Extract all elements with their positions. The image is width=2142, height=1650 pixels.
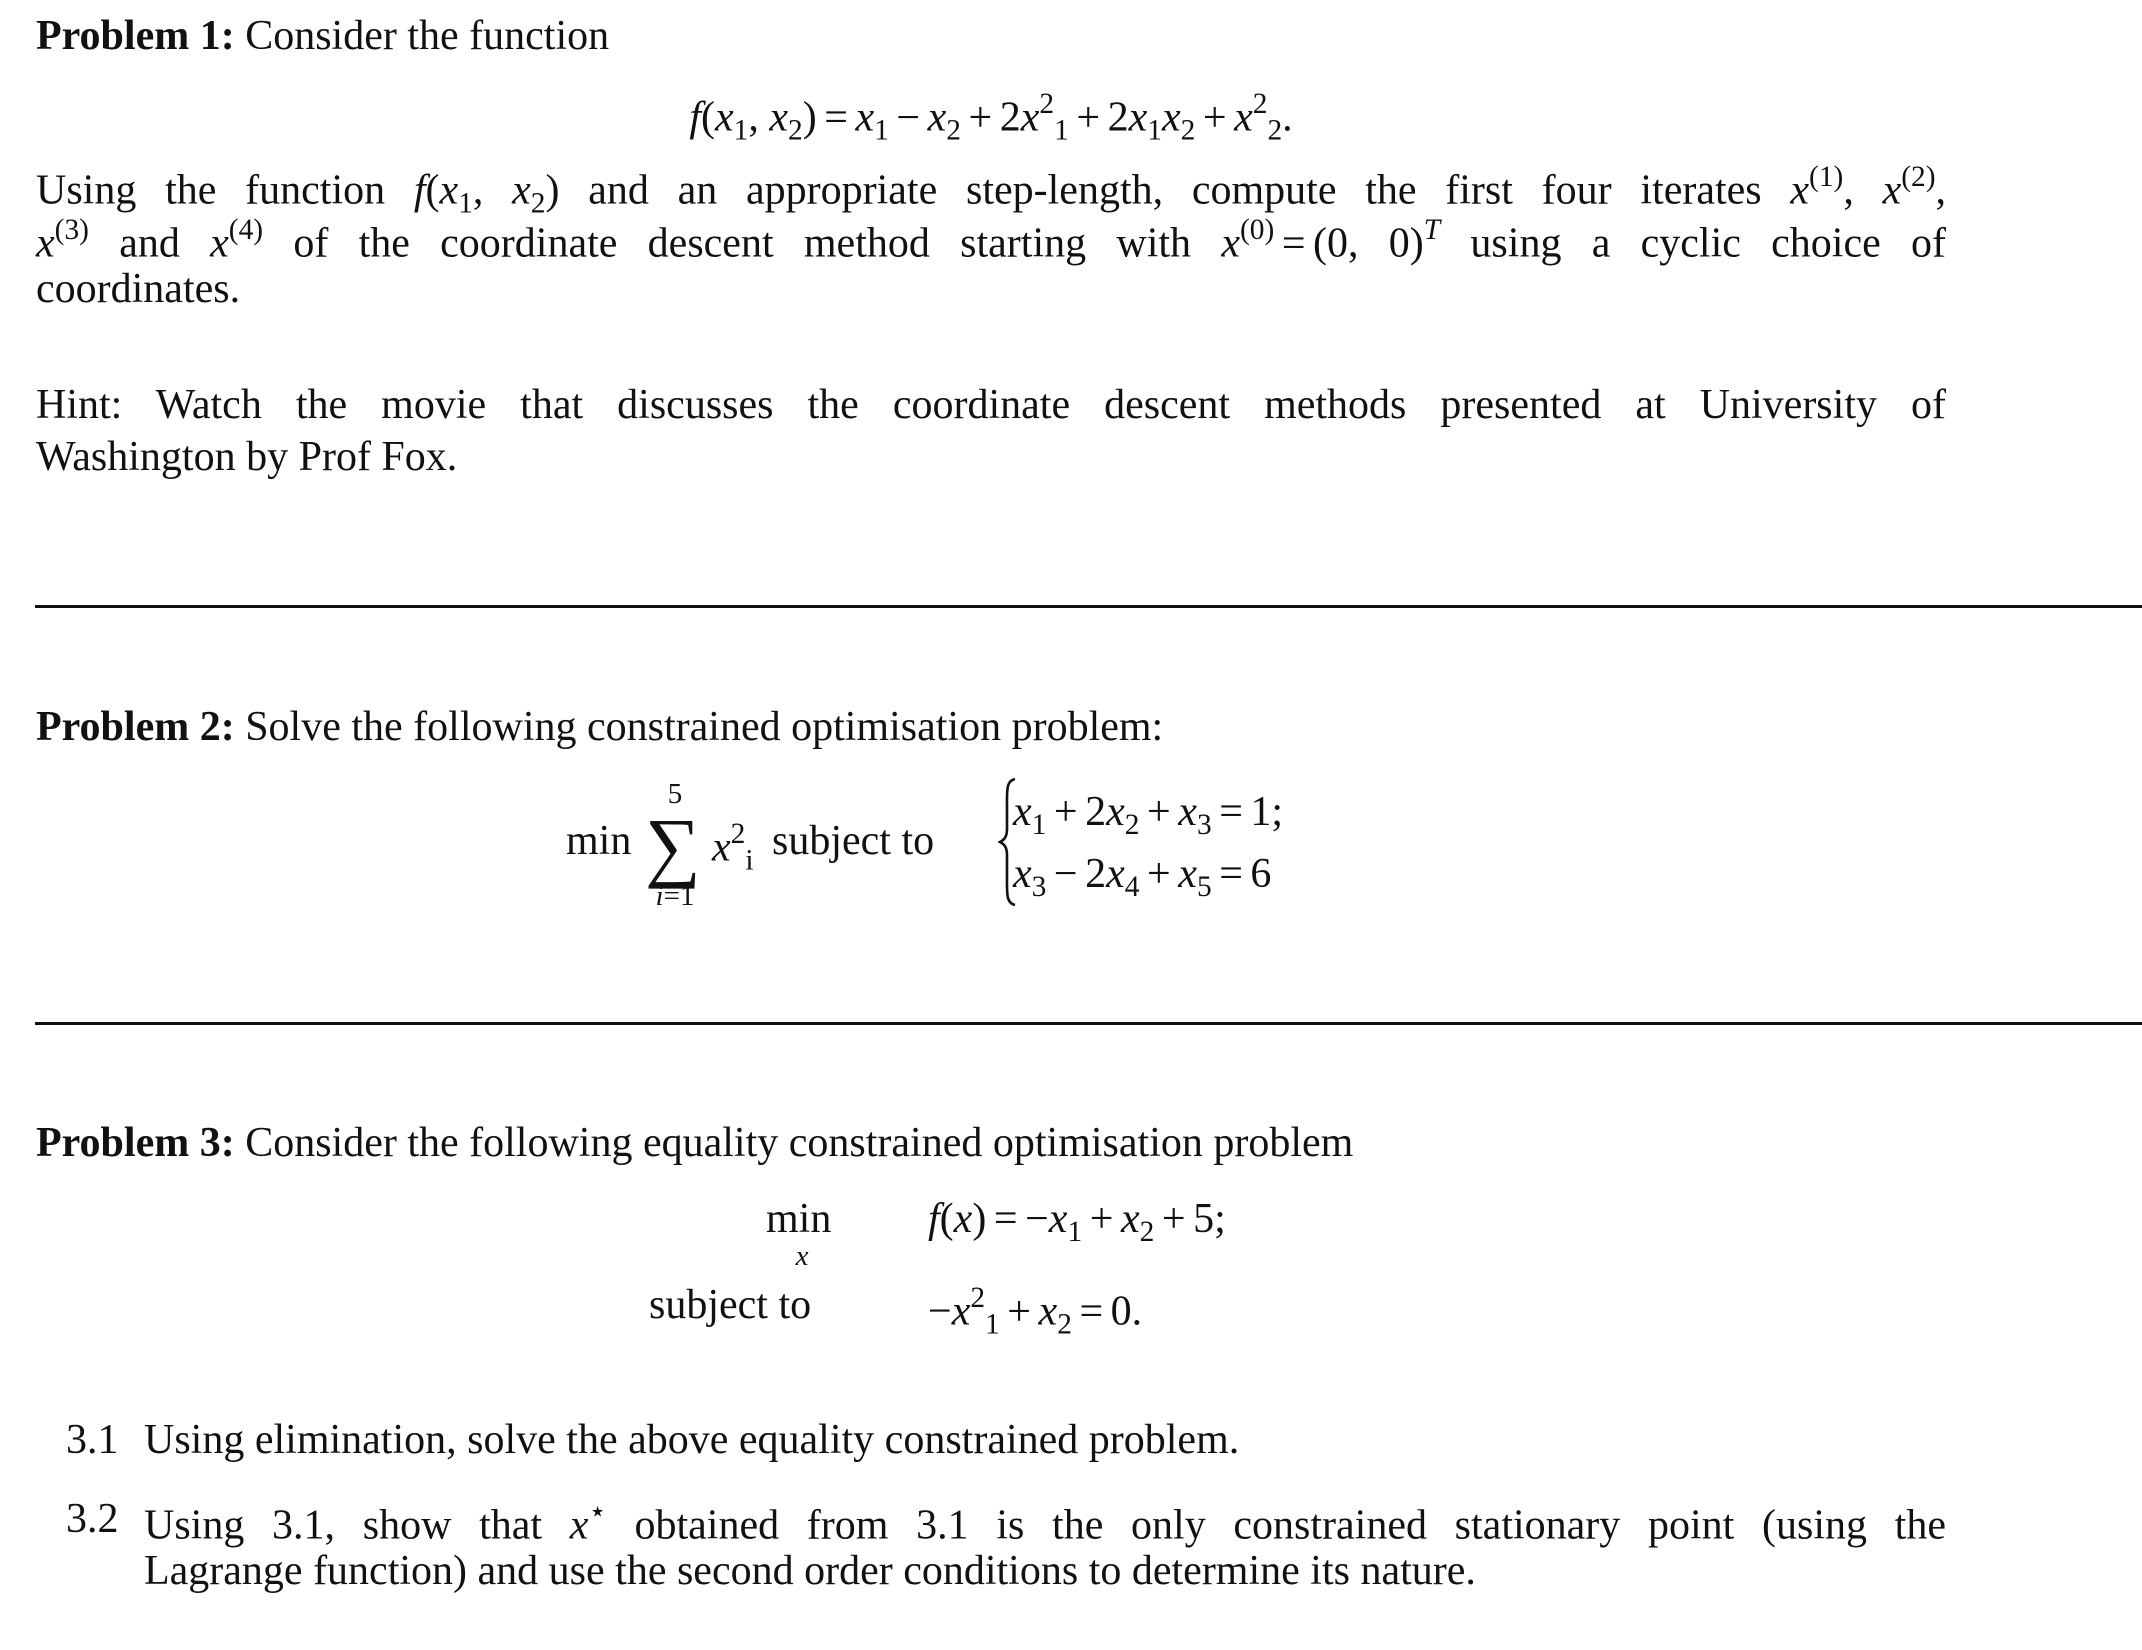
problem-3-min-variable: x	[795, 1240, 809, 1272]
problem-3-constraint: $-x^2_1 + x_2 = 0$.	[928, 1282, 1143, 1341]
problem-2-subject-to: subject to	[772, 818, 935, 864]
summation-icon: ∑	[645, 802, 701, 889]
item-3-2-text-line-1: Using 3.1, show that x⋆ obtained from 3.1 is the only constrained stationary point (using the	[144, 1496, 1946, 1549]
problem-3-min: min	[766, 1196, 832, 1242]
item-3-1-text: Using elimination, solve the above equality constrained problem.	[144, 1417, 1240, 1463]
sum-lower-limit: i=1	[655, 880, 695, 912]
problem-1-intro: Consider the function	[245, 13, 610, 59]
section-divider-1	[35, 605, 2142, 608]
problem-3-intro: Consider the following equality constrained optimisation problem	[245, 1120, 1354, 1166]
problem-1-formula: $f(x_1$, $x_2) = x_1 - x_2 + 2x^2_1 + 2x_1x_2 + x^2_2$.	[689, 88, 1293, 147]
sum-upper-limit: 5	[667, 778, 683, 810]
problem-2-label: Problem 2:	[36, 704, 235, 750]
problem-1-label: Problem 1:	[36, 13, 235, 59]
problem-1-hint-line-1: Hint: Watch the movie that discusses the coordinate descent methods presented at University of	[36, 382, 1946, 428]
problem-1-paragraph-line-1: Using the function $f(x_1$, $x_2$) and an appropriate step-length, compute the first four iterates $x^{(1)}$, $x^{(2)}$,	[36, 161, 1947, 220]
problem-1-paragraph-line-2: $x^{(3)}$ and $x^{(4)}$ of the coordinate descent method starting with $x^{(0)} = (0$, 0)$^T$ using a cyclic choice of	[36, 214, 1946, 267]
problem-3-heading	[36, 1122, 1353, 1164]
problem-2-min: min	[566, 818, 632, 864]
section-divider-2	[35, 1022, 2142, 1025]
constraint-2: $x_3 - 2x_4 + x_5 = 6$	[1013, 851, 1272, 903]
problem-1-paragraph-line-3: coordinates.	[36, 266, 241, 312]
problem-2-intro: Solve the following constrained optimisation problem:	[245, 704, 1164, 750]
summand: $x^2_i$	[712, 818, 754, 877]
constraint-1: $x_1 + 2x_2 + x_3 = 1$;	[1013, 789, 1284, 841]
problem-1-hint-line-2: Washington by Prof Fox.	[36, 434, 458, 480]
problem-3-subject-to: subject to	[649, 1282, 812, 1328]
problem-1-heading	[36, 15, 609, 57]
item-3-2-text-line-2: Lagrange function) and use the second order conditions to determine its nature.	[144, 1548, 1476, 1594]
item-3-1-label: 3.1	[66, 1417, 119, 1463]
item-3-2-label: 3.2	[66, 1496, 119, 1542]
problem-3-objective: $f(x) = -x_1 + x_2 + 5$;	[928, 1196, 1226, 1248]
problem-3-label: Problem 3:	[36, 1120, 235, 1166]
problem-2-heading	[36, 706, 1163, 748]
